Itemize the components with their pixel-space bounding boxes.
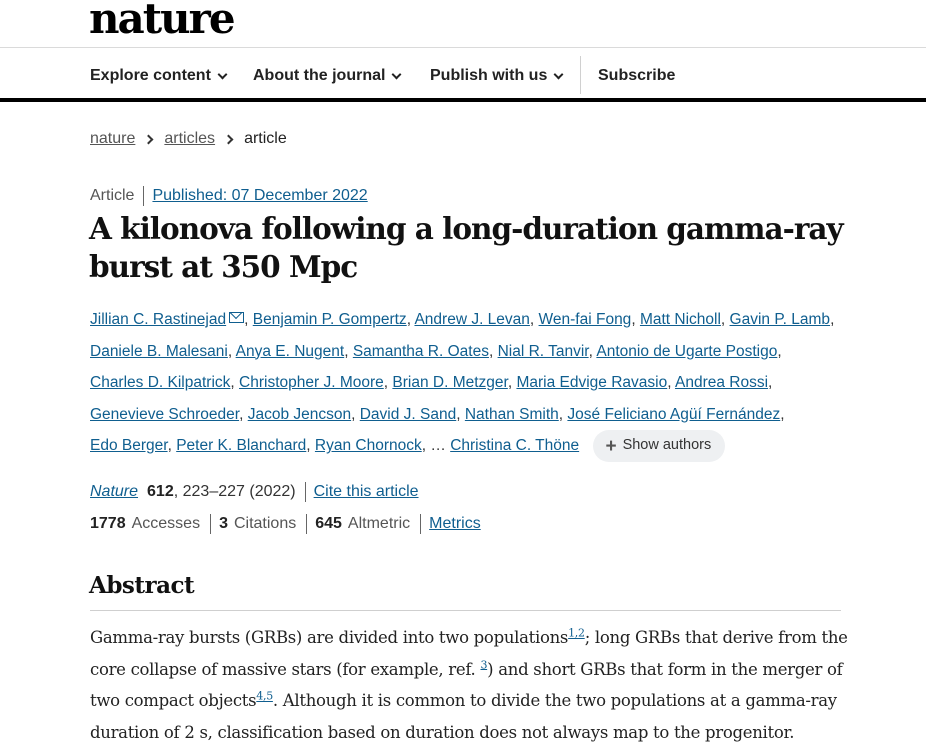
author-link[interactable]: Daniele B. Malesani — [90, 342, 228, 360]
metrics-row — [90, 514, 481, 534]
author-link[interactable]: Matt Nicholl — [639, 311, 721, 328]
cite-article-link[interactable]: Cite this article — [313, 483, 419, 500]
author-link[interactable]: Ryan Chornock — [314, 437, 422, 455]
nature-logo[interactable]: nature — [89, 0, 234, 43]
author-link[interactable]: Antonio de Ugarte Postigo — [596, 342, 778, 360]
nav-subscribe[interactable]: Subscribe — [598, 67, 676, 84]
chevron-down-icon — [217, 69, 227, 79]
journal-link[interactable]: Nature — [90, 483, 139, 500]
abstract-heading: Abstract — [89, 572, 195, 599]
author-link[interactable]: Andrea Rossi — [674, 374, 769, 391]
author-link[interactable]: Christopher J. Moore — [239, 374, 384, 391]
citation-row — [90, 482, 419, 502]
author-link[interactable]: Nial R. Tanvir — [497, 342, 589, 360]
abstract-text-segment: ) and short GRBs that form in the merger of two compact objects — [90, 659, 843, 710]
citations-count: 3 — [219, 515, 228, 532]
author-link[interactable]: Benjamin P. Gompertz — [252, 311, 407, 328]
breadcrumb — [90, 130, 287, 148]
chevron-down-icon — [554, 69, 564, 79]
abstract-text-segment: . Although it is common to divide the two populations at a gamma-ray duration of 2 s, classification based on duration does not always map to the progenitor. — [90, 691, 837, 742]
nav-explore-content[interactable] — [90, 67, 226, 85]
metrics-link[interactable]: Metrics — [429, 515, 481, 532]
chevron-right-icon — [144, 134, 154, 144]
site-header — [0, 0, 926, 48]
breadcrumb-current: article — [244, 130, 287, 147]
abstract-divider — [90, 610, 841, 611]
accesses-label: Accesses — [131, 515, 201, 532]
author-link[interactable]: José Feliciano Agüí Fernández — [567, 405, 781, 423]
author-link[interactable]: Jacob Jencson — [247, 405, 352, 423]
divider — [143, 186, 144, 206]
author-link[interactable]: Jillian C. Rastinejad — [90, 311, 227, 328]
breadcrumb-home-link[interactable]: nature — [90, 130, 136, 147]
author-list: Jillian C. Rastinejad , Benjamin P. Gompertz, Andrew J. Levan, Wen-fai Fong, Matt Nicholl, Gavin P. Lamb, Daniele B. Malesani, Anya E. Nugent, Samantha R. Oates, Nial R. Tanvir, Antonio de Ugarte Postigo, Charles D. Kilpatrick, Christopher J. Moore, Brian D. Metzger, Maria Edvige Ravasio, Andrea Rossi, Genevieve Schroeder, Jacob Jencson, David J. Sand, Nathan Smith, José Feliciano Agüí Fernández, Edo Berger, Peter K. Blanchard, Ryan Chornock, … Christina C. Thöne + Show authors — [90, 304, 850, 462]
abstract-text-segment: ; long GRBs that derive from the core collapse of massive stars (for example, ref. — [90, 628, 848, 679]
altmetric-count: 645 — [315, 515, 342, 532]
pages-year: , 223–227 (2022) — [173, 483, 296, 500]
published-date-link[interactable]: Published: 07 December 2022 — [152, 187, 368, 204]
author-link[interactable]: Nathan Smith — [464, 405, 559, 423]
author-link[interactable]: Samantha R. Oates — [352, 342, 489, 360]
author-link[interactable]: Christina C. Thöne — [450, 437, 580, 455]
chevron-down-icon — [392, 69, 402, 79]
main-nav — [0, 49, 926, 102]
author-link[interactable]: Gavin P. Lamb — [729, 311, 831, 328]
authors-ellipsis: … — [430, 437, 446, 455]
divider — [305, 482, 306, 502]
email-icon[interactable] — [229, 312, 244, 323]
author-link[interactable]: Maria Edvige Ravasio — [516, 374, 668, 391]
citations-label: Citations — [233, 515, 297, 532]
reference-link[interactable]: 3 — [480, 658, 488, 671]
author-link[interactable]: Genevieve Schroeder — [90, 405, 240, 423]
article-meta — [90, 186, 368, 206]
abstract-text — [90, 622, 850, 748]
nav-publish-label: Publish with us — [430, 67, 548, 84]
divider — [210, 514, 211, 534]
abstract-text-segment: Gamma-ray bursts (GRBs) are divided into two populations — [90, 628, 569, 647]
nav-publish-with-us[interactable] — [430, 67, 562, 85]
nav-about-label: About the journal — [253, 67, 386, 84]
author-link[interactable]: Wen-fai Fong — [538, 311, 632, 328]
chevron-right-icon — [224, 134, 234, 144]
author-link[interactable]: Andrew J. Levan — [414, 311, 530, 328]
accesses-count: 1778 — [90, 515, 126, 532]
article-title: A kilonova following a long-duration gamma-ray burst at 350 Mpc — [89, 211, 843, 284]
author-link[interactable]: Charles D. Kilpatrick — [90, 374, 231, 391]
author-link[interactable]: Anya E. Nugent — [235, 342, 345, 360]
author-link[interactable]: Peter K. Blanchard — [176, 437, 307, 455]
nav-about-journal[interactable] — [253, 67, 400, 85]
reference-link[interactable]: 1,2 — [568, 626, 585, 640]
show-authors-label: Show authors — [622, 437, 712, 454]
altmetric-label: Altmetric — [347, 515, 411, 532]
volume: 612 — [147, 483, 174, 500]
divider — [306, 514, 307, 534]
author-link[interactable]: Edo Berger — [90, 437, 168, 455]
divider — [420, 514, 421, 534]
plus-icon: + — [605, 435, 617, 457]
show-authors-button[interactable] — [593, 430, 725, 462]
nav-explore-label: Explore content — [90, 67, 211, 84]
author-link[interactable]: David J. Sand — [359, 405, 457, 423]
breadcrumb-articles-link[interactable]: articles — [164, 130, 216, 147]
nav-divider — [580, 56, 581, 94]
article-type: Article — [90, 187, 135, 204]
author-link[interactable]: Brian D. Metzger — [392, 374, 508, 391]
reference-link[interactable]: 4,5 — [256, 689, 273, 703]
